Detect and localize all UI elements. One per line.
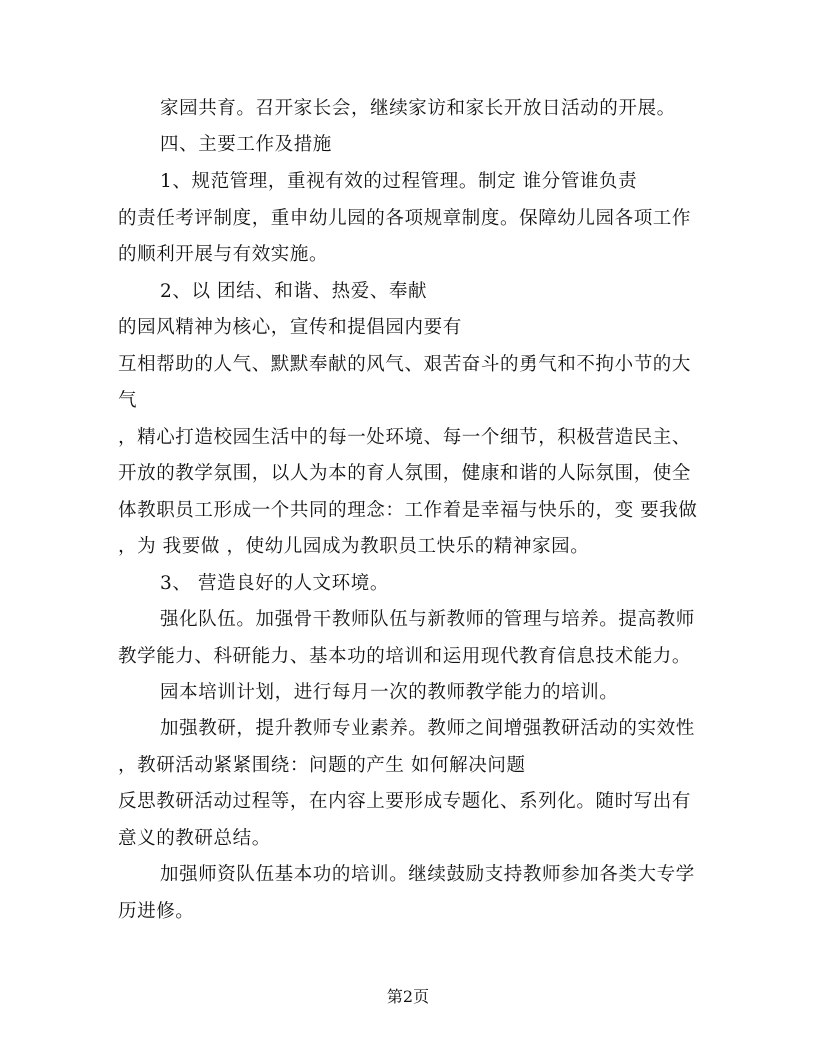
paragraph-line: 气 <box>118 390 138 411</box>
paragraph-line: 加强师资队伍基本功的培训。继续鼓励支持教师参加各类大专学 <box>160 864 695 885</box>
paragraph-line: ，精心打造校园生活中的每一处环境、每一个细节，积极营造民主、 <box>118 427 692 448</box>
paragraph-line: 开放的教学氛围，以人为本的育人氛围，健康和谐的人际氛围，使全 <box>118 463 692 484</box>
paragraph-line: 的顺利开展与有效实施。 <box>118 244 329 265</box>
paragraph-line: 1、规范管理，重视有效的过程管理。制定 谁分管谁负责 <box>160 171 638 192</box>
paragraph-line: 的责任考评制度，重申幼儿园的各项规章制度。保障幼儿园各项工作 <box>118 208 692 229</box>
paragraph-line: 教学能力、科研能力、基本功的培训和运用现代教育信息技术能力。 <box>118 646 692 667</box>
paragraph-line: 互相帮助的人气、默默奉献的风气、艰苦奋斗的勇气和不拘小节的大 <box>118 354 692 375</box>
paragraph-line: 3、 营造良好的人文环境。 <box>160 573 389 594</box>
paragraph-line: ，为 我要做 ，使幼儿园成为教职员工快乐的精神家园。 <box>118 536 590 557</box>
paragraph-line: 加强教研，提升教师专业素养。教师之间增强教研活动的实效性 <box>160 718 695 739</box>
paragraph-line: 反思教研活动过程等，在内容上要形成专题化、系列化。随时写出有 <box>118 791 692 812</box>
paragraph-line: 意义的教研总结。 <box>118 828 271 849</box>
paragraph-line: 家园共育。召开家长会，继续家访和家长开放日活动的开展。 <box>160 98 676 119</box>
paragraph-line: ，教研活动紧紧围绕：问题的产生 如何解决问题 <box>118 755 526 776</box>
paragraph-line: 强化队伍。加强骨干教师队伍与新教师的管理与培养。提高教师 <box>160 609 695 630</box>
paragraph-line: 体教职员工形成一个共同的理念：工作着是幸福与快乐的，变 要我做 <box>118 500 698 521</box>
paragraph-line: 园本培训计划，进行每月一次的教师教学能力的培训。 <box>160 682 619 703</box>
page-number: 第2页 <box>386 987 430 1006</box>
paragraph-line: 2、以 团结、和谐、热爱、奉献 <box>160 281 428 302</box>
paragraph-line: 的园风精神为核心，宣传和提倡园内要有 <box>118 317 462 338</box>
paragraph-line: 历进修。 <box>118 901 195 922</box>
section-heading: 四、主要工作及措施 <box>160 134 332 155</box>
